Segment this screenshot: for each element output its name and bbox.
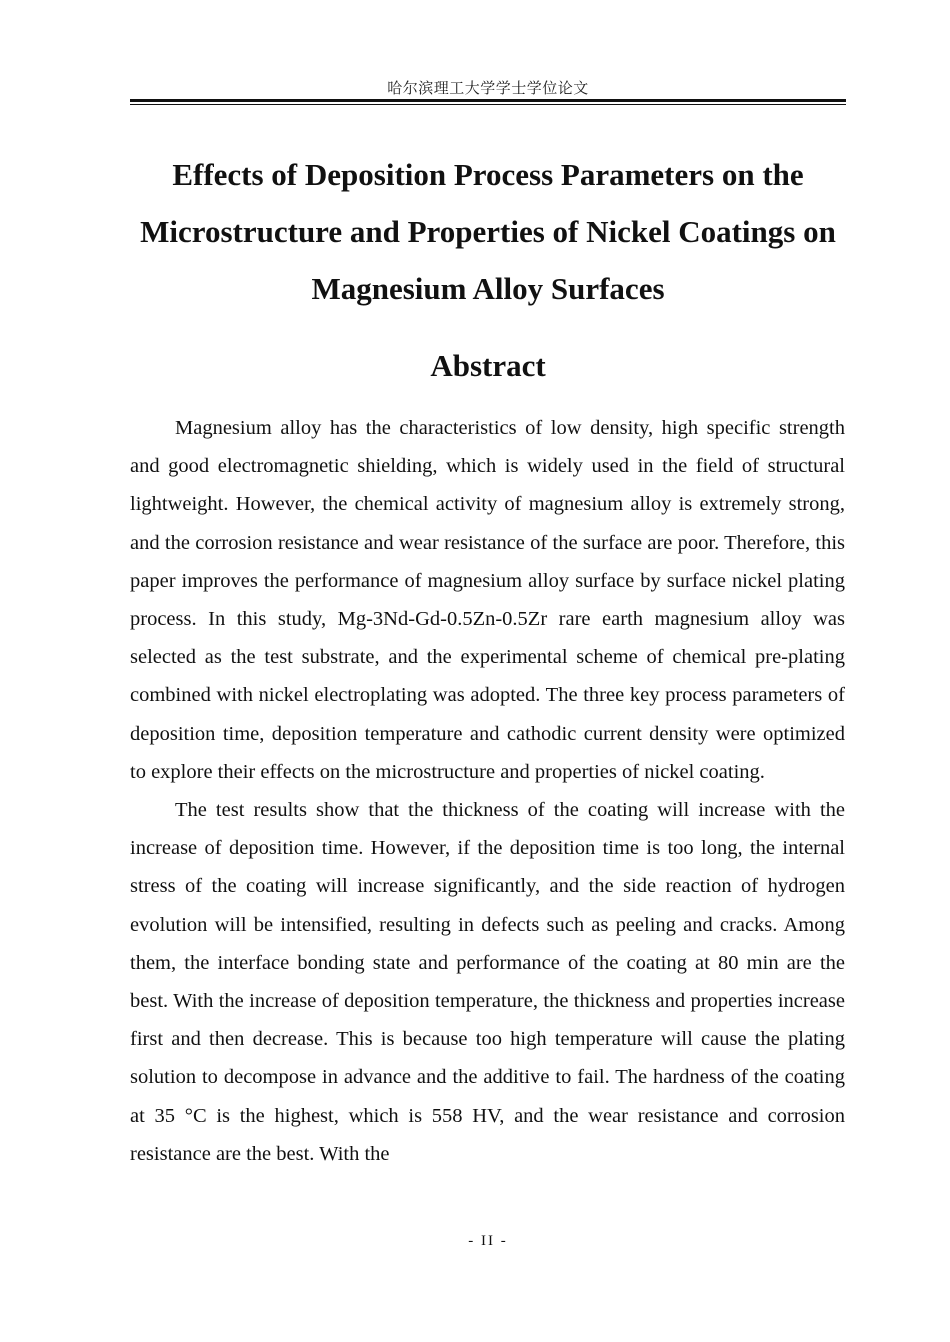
abstract-body [130, 409, 845, 1173]
abstract-heading: Abstract [430, 348, 546, 383]
header-rule-thick [130, 99, 846, 102]
abstract-paragraph-1: Magnesium alloy has the characteristics of low density, high specific strength and good electromagnetic shielding, which is widely used in the field of structural lightweight. However, the chemical activity of magnesium alloy is extremely strong, and the corrosion resistance and wear resistance of the surface are poor. Therefore, this paper improves the performance of magnesium alloy surface by surface nickel plating process. In this study, Mg-3Nd-Gd-0.5Zn-0.5Zr rare earth magnesium alloy was selected as the test substrate, and the experimental scheme of chemical pre-plating combined with nickel electroplating was adopted. The three key process parameters of deposition time, deposition temperature and cathodic current density were optimized to explore their effects on the microstructure and properties of nickel coating. [130, 417, 845, 783]
page-number: - II - [468, 1233, 508, 1249]
abstract-paragraph-2: The test results show that the thickness of the coating will increase with the increase of deposition time. However, if the deposition time is too long, the internal stress of the coating will increase significantly, and the side reaction of hydrogen evolution will be intensified, resulting in defects such as peeling and cracks. Among them, the interface bonding state and performance of the coating at 80 min are the best. With the increase of deposition temperature, the thickness and properties increase first and then decrease. This is because too high temperature will cause the plating solution to decompose in advance and the additive to fail. The hardness of the coating at 35 °C is the highest, which is 558 HV, and the wear resistance and corrosion resistance are the best. With the [130, 799, 845, 1165]
running-header: 哈尔滨理工大学学士学位论文 [387, 79, 589, 97]
header-rule-thin [130, 104, 846, 105]
thesis-title: Effects of Deposition Process Parameters on the Microstructure and Properties of Nickel Coatings on Magnesium Alloy Surfaces [140, 157, 836, 306]
